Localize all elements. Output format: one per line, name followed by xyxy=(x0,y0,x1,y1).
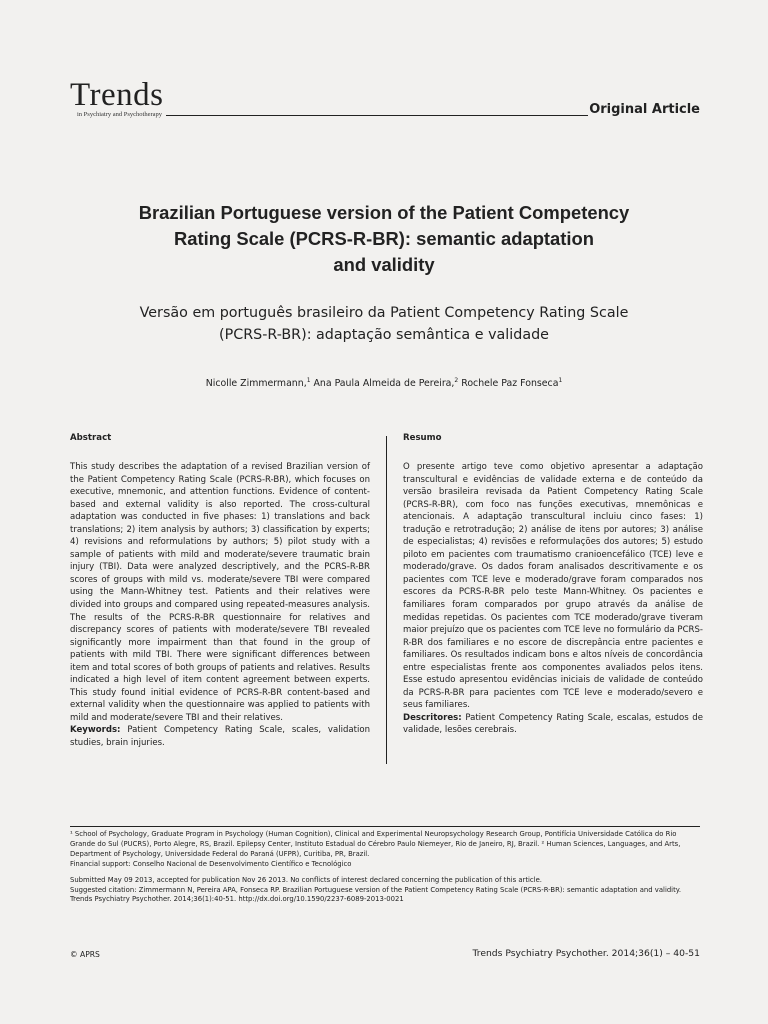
citation-footnote: Suggested citation: Zimmermann N, Pereira APA, Fonseca RP. Brazilian Portuguese version of the Patient Competency Rating Scale (PCRS-R-BR): semantic adaptation and validity. Trends Psychiatry Psychother. 2014;36(1):40-51. http://dx.doi.org/10.1590/2237-6089-2013-0021 xyxy=(70,885,682,904)
keywords-text: Patient Competency Rating Scale, scales, validation studies, brain injuries. xyxy=(70,725,370,749)
author-name: Nicolle Zimmermann, xyxy=(205,378,307,390)
abstract-heading: Abstract xyxy=(70,433,112,443)
abstract-section xyxy=(70,432,370,750)
abstract-keywords xyxy=(70,724,370,749)
author-affiliation-marker: 1 xyxy=(558,377,563,384)
resumo-heading: Resumo xyxy=(403,433,442,443)
author-name: Rochele Paz Fonseca xyxy=(458,378,559,390)
journal-reference: Trends Psychiatry Psychother. 2014;36(1) – 40-51 xyxy=(472,948,700,959)
author-affiliation-marker: 1 xyxy=(306,377,311,384)
article-title-line: and validity xyxy=(333,254,435,275)
article-title xyxy=(60,200,708,278)
keywords-label: Keywords: xyxy=(70,725,121,736)
header-rule xyxy=(166,115,588,116)
descritores-label: Descritores: xyxy=(403,712,462,723)
footnotes xyxy=(70,830,702,905)
article-title-line: Rating Scale (PCRS-R-BR): semantic adaptation xyxy=(174,228,594,249)
article-title-line: Brazilian Portuguese version of the Patient Competency xyxy=(138,202,630,223)
resumo-text: O presente artigo teve como objetivo apresentar a adaptação transcultural e evidências de validade externa e de conteúdo da versão brasileira revisada da Patient Competency Rating Scale (PCRS-R-BR), com foco nas funções executivas, mnemônicas e atencionais. A adaptação transcultural incluiu cinco fases: 1) tradução e retrotradução; 2) análise de itens por autores; 3) análise de especialistas; 4) revisões e reformulações dos autores; 5) estudo piloto em pacientes com traumatismo cranioencefálico (TCE) leve e moderado/grave. Os dados foram analisados descritivamente e os pacientes com TCE leve e moderado/grave foram comparados nos escores da PCRS-R-BR pelo teste Mann-Whitney. Os pacientes e familiares foram comparados por grupo através da análise de medidas repetidas. Os pacientes com TCE moderado/grave tiveram maior prejuízo que os pacientes com TCE leve no formulário da PCRS-R-BR dos familiares e no escore de discrepância entre pacientes e familiares. Os resultados indicam bons e altos níveis de concordância entre especialistas frente aos componentes avaliados pelos itens. Esse estudo apresentou evidências iniciais de validade de conteúdo da PCRS-R-BR para pacientes com TCE leve e moderado/severo e seus familiares. xyxy=(403,462,703,711)
author-name: Ana Paula Almeida de Pereira, xyxy=(310,378,455,390)
descritores-text: Patient Competency Rating Scale, escalas, estudos de validade, lesões cerebrais. xyxy=(403,712,703,736)
journal-header xyxy=(70,78,702,122)
subtitle-line: (PCRS-R-BR): adaptação semântica e validade xyxy=(219,327,549,343)
resumo-section xyxy=(403,432,703,737)
funding-footnote: Financial support: Conselho Nacional de Desenvolvimento Científico e Tecnológico xyxy=(70,859,352,868)
submission-footnote: Submitted May 09 2013, accepted for publication Nov 26 2013. No conflicts of interest declared concerning the publication of this article. xyxy=(70,875,542,884)
article-type-label: Original Article xyxy=(589,102,700,117)
article-subtitle-portuguese xyxy=(60,302,708,346)
affiliations-footnote: ¹ School of Psychology, Graduate Program in Psychology (Human Cognition), Clinical and Experimental Neuropsychology Research Group, Pontifícia Universidade Católica do Rio Grande do Sul (PUCRS), Porto Alegre, RS, Brazil. Epilepsy Center, Instituto Estadual do Cérebro Paulo Niemeyer, Rio de Janeiro, RJ, Brazil. ² Human Sciences, Languages, and Arts, Department of Psychology, Universidade Federal do Paraná (UFPR), Curitiba, PR, Brazil. xyxy=(70,830,681,858)
column-divider xyxy=(386,436,387,764)
copyright-notice: © APRS xyxy=(70,950,100,959)
abstract-text: This study describes the adaptation of a revised Brazilian version of the Patient Competency Rating Scale (PCRS-R-BR), which focuses on executive, mnemonic, and attention functions. Evidence of content-based and external validity is also reported. The cross-cultural adaptation was conducted in five phases: 1) translations and back translations; 2) item analysis by authors; 3) classification by experts; 4) revisions and reformulations by authors; 5) pilot study with a sample of patients with mild and moderate/severe traumatic brain injury (TBI). Data were analyzed descriptively, and the PCRS-R-BR scores of groups with mild vs. moderate/severe TBI were compared using the Mann-Whitney test. Patients and their relatives were divided into groups and compared using repeated-measures analysis. The results of the PCRS-R-BR questionnaire for relatives and discrepancy scores of patients with moderate/severe TBI revealed significantly more impairment than that found in the group of patients with mild TBI. There were significant differences between item and total scores of both groups of patients and relatives. Results indicated a high level of item content agreement between experts. This study found initial evidence of PCRS-R-BR content-based and external validity when the questionnaire was applied to patients with mild and moderate/severe TBI and their relatives. xyxy=(70,462,370,723)
journal-logo: Trends xyxy=(70,77,164,113)
author-list xyxy=(60,374,708,391)
subtitle-line: Versão em português brasileiro da Patient Competency Rating Scale xyxy=(139,305,629,321)
author-affiliation-marker: 2 xyxy=(454,377,459,384)
resumo-keywords xyxy=(403,712,703,737)
footnote-rule xyxy=(70,826,700,827)
journal-logo-subtitle: in Psychiatry and Psychotherapy xyxy=(77,111,163,118)
